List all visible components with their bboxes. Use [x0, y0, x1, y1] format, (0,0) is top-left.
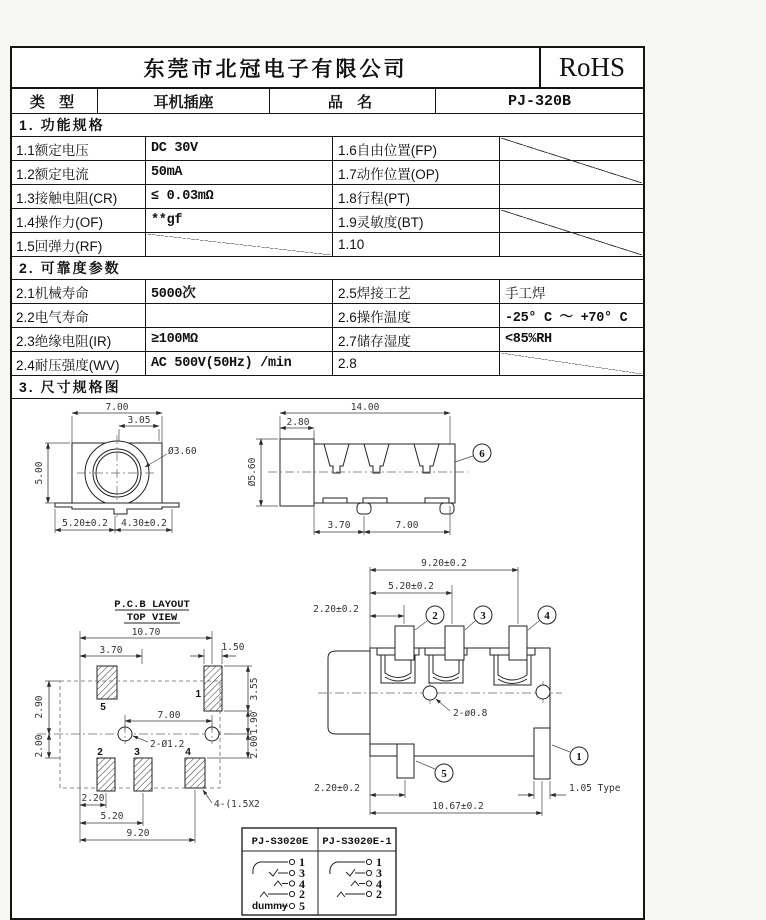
spec-value: 5000次	[145, 280, 332, 303]
dim-front-height: 5.00	[34, 461, 45, 485]
callout-1: 1	[576, 751, 582, 763]
spec-label: 1.7动作位置(OP)	[332, 161, 499, 184]
dim-side-left: 2.80	[286, 417, 310, 428]
spec-label: 2.7储存湿度	[332, 328, 499, 351]
dim-term-b1: 2.20±0.2	[314, 783, 360, 794]
pcb-title: P.C.B LAYOUT	[114, 599, 190, 611]
callout-4: 4	[544, 610, 550, 622]
terminal-view-drawing	[313, 558, 621, 816]
company-name: 东莞市北冠电子有限公司	[143, 57, 408, 81]
dim-pcb-l1: 2.90	[34, 695, 45, 719]
spec-sheet	[10, 46, 645, 920]
spec-value-na	[499, 161, 643, 184]
spec-label: 1.3接触电阻(CR)	[16, 190, 118, 206]
spec-label: 1.9灵敏度(BT)	[332, 209, 499, 232]
spec-row	[12, 208, 643, 232]
front-view-drawing	[34, 402, 197, 533]
dim-side-width: 14.00	[350, 402, 380, 413]
dim-side-b1: 3.70	[327, 520, 351, 531]
pin-2: 2	[299, 887, 305, 901]
dim-pcb-p1w: 1.50	[221, 642, 245, 653]
term-hole-note: 2-ø0.8	[453, 708, 488, 719]
dim-front-b1: 5.20±0.2	[62, 518, 108, 529]
callout-2: 2	[432, 610, 438, 622]
dim-side-b2: 7.00	[395, 520, 419, 531]
dim-front-width: 7.00	[105, 402, 129, 413]
spec-label: 2.6操作温度	[332, 304, 499, 327]
spec-value: -25° C ～ +70° C	[499, 304, 643, 327]
dim-front-hole: Ø3.60	[168, 446, 197, 457]
spec-label: 2.4耐压强度(WV)	[16, 357, 120, 373]
spec-value	[499, 137, 643, 160]
dim-pcb-holes: 7.00	[157, 710, 181, 721]
type-label: 类 型	[29, 93, 80, 111]
dim-pcb-b2: 5.20	[100, 811, 124, 822]
spec-value	[499, 209, 643, 232]
dim-pcb-p1h: 3.55	[249, 677, 260, 701]
dim-term-type: 1.05 Type	[569, 783, 621, 794]
spec-value: DC 30V	[145, 137, 332, 160]
spec-row	[12, 184, 643, 208]
spec-row	[12, 232, 643, 256]
model-1: PJ-S3020E	[251, 836, 309, 848]
spec-value: ≤ 0.03mΩ	[145, 185, 332, 208]
product-name-label: 品 名	[269, 89, 435, 113]
spec-label: 2.3绝缘电阻(IR)	[16, 333, 112, 349]
sheet-header	[12, 48, 643, 87]
dimension-drawings	[12, 398, 643, 918]
spec-label: 1.4操作力(OF)	[16, 214, 104, 230]
pcb-layout-drawing	[34, 599, 260, 843]
spec-label: 1.2额定电流	[16, 166, 89, 182]
spec-label: 1.5回弹力(RF)	[16, 238, 103, 254]
section3-title: 3. 尺寸规格图	[12, 375, 643, 398]
spec-value: 手工焊	[499, 280, 643, 303]
callout-6: 6	[479, 448, 485, 460]
spec-row	[12, 303, 643, 327]
pad-2-label: 2	[97, 747, 103, 758]
dim-pcb-b3: 9.20	[126, 828, 150, 839]
rohs-badge: RoHS	[539, 48, 643, 87]
dim-pcb-p5: 3.70	[99, 645, 123, 656]
spec-value	[499, 185, 643, 208]
spec-label: 2.5焊接工艺	[332, 280, 499, 303]
spec-row	[12, 351, 643, 375]
dim-front-half: 3.05	[127, 415, 151, 426]
dim-term-t2: 5.20±0.2	[388, 581, 434, 592]
pad-5-label: 5	[100, 702, 106, 713]
section1-title: 1. 功能规格	[12, 113, 643, 136]
spec-label: 1.1额定电压	[16, 142, 89, 158]
dim-side-dia: Ø5.60	[247, 457, 258, 487]
pin-2: 2	[376, 887, 382, 901]
pcb-subtitle: TOP VIEW	[126, 612, 178, 624]
dim-front-b2: 4.30±0.2	[121, 518, 167, 529]
pin-3: 3	[299, 866, 305, 880]
spec-label: 1.8行程(PT)	[332, 185, 499, 208]
spec-value-na	[499, 352, 643, 375]
spec-value-na	[145, 233, 332, 256]
spec-value: AC 500V(50Hz) /min	[145, 352, 332, 375]
spec-label: 2.2电气寿命	[16, 309, 89, 325]
section2-title: 2. 可靠度参数	[12, 256, 643, 279]
pad-1-label: 1	[195, 689, 201, 700]
pcb-hole-note: 2-Ø1.2	[150, 739, 185, 750]
pin-1: 1	[299, 855, 305, 869]
dim-pcb-l2: 2.00	[34, 734, 45, 758]
dummy-label: dummy	[252, 901, 288, 912]
spec-value-na	[499, 233, 643, 256]
callout-3: 3	[480, 610, 486, 622]
spec-value: **gf	[145, 209, 332, 232]
pin-5: 5	[299, 899, 305, 913]
side-view-drawing	[247, 402, 491, 535]
spec-row	[12, 136, 643, 160]
pin-4: 4	[376, 877, 382, 891]
schematic-table	[242, 828, 396, 915]
pin-3: 3	[376, 866, 382, 880]
pin-1: 1	[376, 855, 382, 869]
dim-term-t1: 9.20±0.2	[421, 558, 467, 569]
dim-pcb-r1: 1.90	[249, 711, 260, 735]
spec-label: 1.6自由位置(FP)	[332, 137, 499, 160]
spec-label: 2.1机械寿命	[16, 285, 89, 301]
spec-value: <85%RH	[499, 328, 643, 351]
spec-value: 50mA	[145, 161, 332, 184]
pad-4-label: 4	[185, 747, 191, 758]
spec-row	[12, 279, 643, 303]
product-name-value: PJ-320B	[435, 89, 643, 113]
dim-term-t3: 2.20±0.2	[313, 604, 359, 615]
spec-label: 2.8	[332, 352, 499, 375]
spec-value	[145, 304, 332, 327]
dim-pcb-r2: 2.00	[249, 735, 260, 759]
model-2: PJ-S3020E-1	[322, 836, 392, 848]
spec-value: ≥100MΩ	[145, 328, 332, 351]
spec-label: 1.10	[332, 233, 499, 256]
pad-3-label: 3	[134, 747, 140, 758]
spec-row	[12, 327, 643, 351]
type-value: 耳机插座	[97, 89, 269, 113]
callout-5: 5	[441, 768, 447, 780]
dim-pcb-width: 10.70	[131, 627, 161, 638]
pin-4: 4	[299, 877, 305, 891]
dim-term-b2: 10.67±0.2	[432, 801, 484, 812]
spec-row	[12, 160, 643, 184]
title-row	[12, 87, 643, 113]
pcb-pad-note: 4-(1.5X2	[214, 799, 260, 810]
dim-pcb-b1: 2.20	[81, 793, 105, 804]
drawings-svg	[12, 399, 643, 918]
